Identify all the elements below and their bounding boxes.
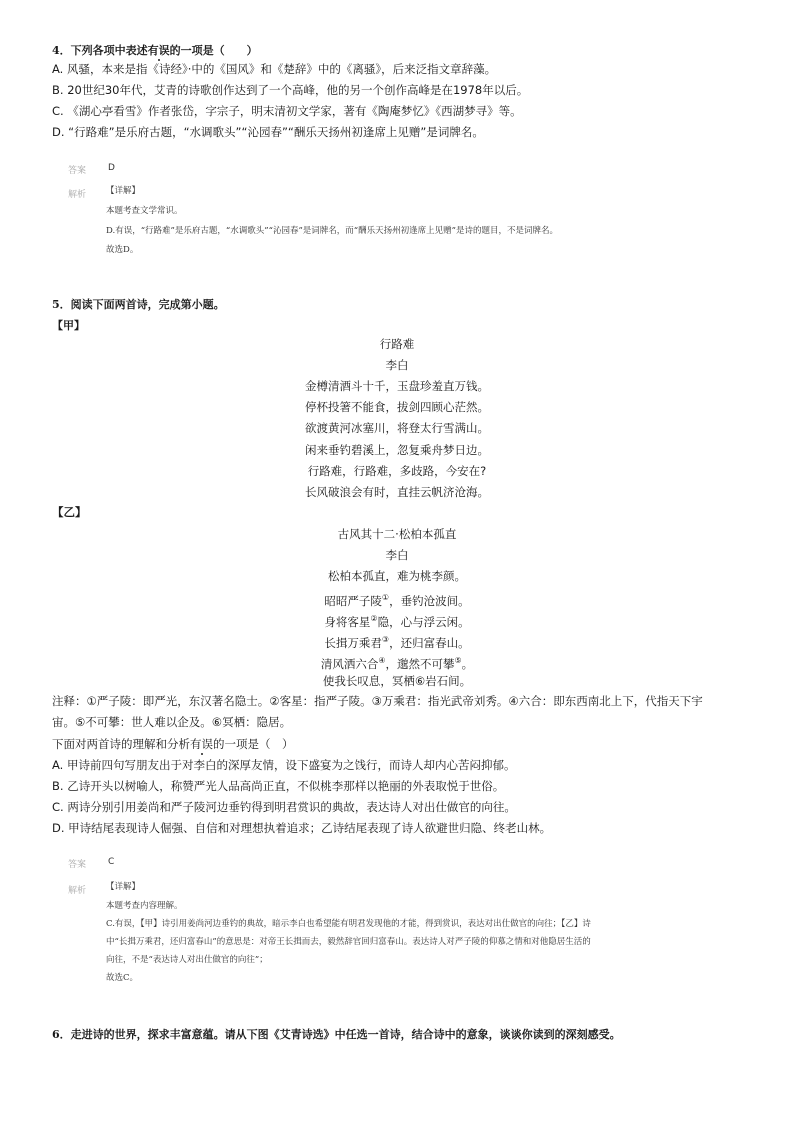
q5-notes-line-1: 注释：①严子陵：即严光，东汉著名隐士。②客星：指严子陵。③万乘君：指光武帝刘秀。④六合：即东西南北上下，代指天下宇	[52, 694, 703, 708]
q5-question-emphasis: 有误	[190, 737, 213, 751]
q4-option-a: A. 风骚，本来是指《诗经》·中的《国风》和《楚辞》中的《离骚》，后来泛指文章辞藻。	[52, 62, 497, 76]
q4-explain-label: 解析	[68, 190, 87, 200]
poem1-author: 李白	[385, 358, 409, 372]
q5-question-post: 的一项是（ ）	[213, 737, 294, 751]
q4-explain-line-2: 本题考查文学常识。	[106, 206, 183, 216]
q4-title-post: 的一项是（ ）	[169, 44, 258, 57]
poem2-title: 古风其十二·松柏本孤直	[337, 527, 457, 541]
q4-explain-line-3: D.有误，“行路难”是乐府古题，“水调歌头”“沁园春”是词牌名，而“酬乐天扬州初逢席上见赠”是诗的题目，不是词牌名。	[106, 226, 558, 236]
q5-explain-line-1: 【详解】	[106, 882, 141, 892]
poem2-line-5-b: ，邈然不可攀	[385, 656, 455, 671]
note-ref-5: ⑤	[454, 656, 462, 665]
q4-option-d: D. “行路难”是乐府古题，“水调歌头”“沁园春”“酬乐天扬州初逢席上见赠”是词牌名。	[52, 125, 484, 139]
poem1-line-6: 长风破浪会有时，直挂云帆济沧海。	[305, 485, 489, 499]
poem2-line-4-a: 长揖万乘君	[324, 635, 382, 650]
q6-title: 6．走进诗的世界，探求丰富意蕴。请从下图《艾青诗选》中任选一首诗，结合诗中的意象，谈谈你读到的深刻感受。	[52, 1028, 621, 1041]
poem2-line-5-c: 。	[461, 656, 474, 671]
poem2-line-4-b: ，还归富春山。	[389, 635, 470, 650]
q4-option-c: C. 《湖心亭看雪》作者张岱，字宗子，明末清初文学家，著有《陶庵梦忆》《西湖梦寻》等。	[52, 104, 522, 118]
poem2-line-2-a: 昭昭严子陵	[324, 593, 382, 608]
note-ref-2: ②	[370, 614, 378, 623]
poem1-line-2: 停杯投箸不能食，拔剑四顾心茫然。	[305, 400, 489, 414]
q5-explain-line-2: 本题考查内容理解。	[106, 901, 183, 911]
q4-option-b: B. 20世纪30年代，艾青的诗歌创作达到了一个高峰，他的另一个创作高峰是在1978年以后。	[52, 83, 529, 97]
q5-answer-label: 答案	[68, 860, 87, 870]
q4-title-emphasis: 有误	[147, 44, 170, 57]
poem2-author: 李白	[385, 548, 409, 562]
q5-explain-label: 解析	[68, 886, 87, 896]
q5-option-b: B. 乙诗开头以树喻人，称赞严光人品高尚正直，不似桃李那样以艳丽的外表取悦于世俗。	[52, 779, 505, 793]
q4-explain-line-4: 故选D。	[106, 245, 139, 255]
q4-answer-label: 答案	[68, 166, 87, 176]
poem2-line-6: 使我长叹息，冥栖⑥岩石间。	[322, 674, 472, 688]
note-ref-4: ④	[378, 656, 386, 665]
q5-yi-label: 【乙】	[52, 505, 87, 519]
q5-explain-line-4: 中“长揖万乘君，还归富春山”的意思是：对帝王长揖而去，毅然辞官回归富春山。表达诗人对严子陵的仰慕之情和对他隐居生活的	[106, 937, 591, 947]
poem2-line-3-a: 身将客星	[324, 614, 371, 629]
q5-jia-label: 【甲】	[52, 319, 85, 332]
q5-option-d: D. 甲诗结尾表现诗人倔强、自信和对理想执着追求；乙诗结尾表现了诗人欲避世归隐、终老山林。	[52, 821, 552, 835]
q5-answer: C	[108, 857, 115, 867]
q5-explain-line-3: C.有误，【甲】诗引用姜尚河边垂钓的典故，暗示李白也希望能有明君发现他的才能，得到赏识，表达对出仕做官的向往；【乙】诗	[106, 919, 591, 929]
poem2-line-1: 松柏本孤直，难为桃李颜。	[328, 569, 466, 583]
q4-title	[52, 42, 258, 58]
poem1-line-1: 金樽清酒斗十千，玉盘珍羞直万钱。	[305, 379, 489, 393]
q4-title-pre: 4．下列各项中表述	[52, 44, 148, 57]
poem2-line-3-b: 隐，心与浮云闲。	[377, 614, 470, 629]
q5-notes-line-2: 宙。⑤不可攀：世人难以企及。⑥冥栖：隐居。	[52, 715, 292, 729]
poem1-line-3: 欲渡黄河冰塞川，将登太行雪满山。	[305, 421, 489, 435]
q5-question-pre: 下面对两首诗的理解和分析	[52, 737, 190, 751]
note-ref-1: ①	[381, 593, 390, 602]
q4-answer: D	[108, 163, 115, 173]
q5-option-c: C. 两诗分别引用姜尚和严子陵河边垂钓得到明君赏识的典故，表达诗人对出仕做官的向往。	[52, 800, 516, 814]
q5-option-a: A. 甲诗前四句写朋友出于对李白的深厚友情，设下盛宴为之饯行，而诗人却内心苦闷抑郁。	[52, 758, 516, 772]
poem1-line-4: 闲来垂钓碧溪上，忽复乘舟梦日边。	[305, 443, 489, 457]
poem2-line-2-b: ，垂钓沧波间。	[389, 593, 470, 608]
q4-explain-line-1: 【详解】	[106, 186, 141, 196]
q5-explain-line-6: 故选C。	[106, 973, 139, 983]
note-ref-3: ③	[381, 635, 390, 644]
q5-title: 5．阅读下面两首诗，完成第小题。	[52, 298, 225, 311]
poem2-line-5-a: 清风洒六合	[320, 656, 379, 671]
poem1-title: 行路难	[379, 337, 415, 351]
poem1-line-5: 行路难，行路难，多歧路，今安在?	[307, 464, 487, 478]
q5-question	[52, 735, 294, 754]
q5-explain-line-5: 向往，不是“表达诗人对出仕做官的向往”；	[106, 955, 268, 965]
